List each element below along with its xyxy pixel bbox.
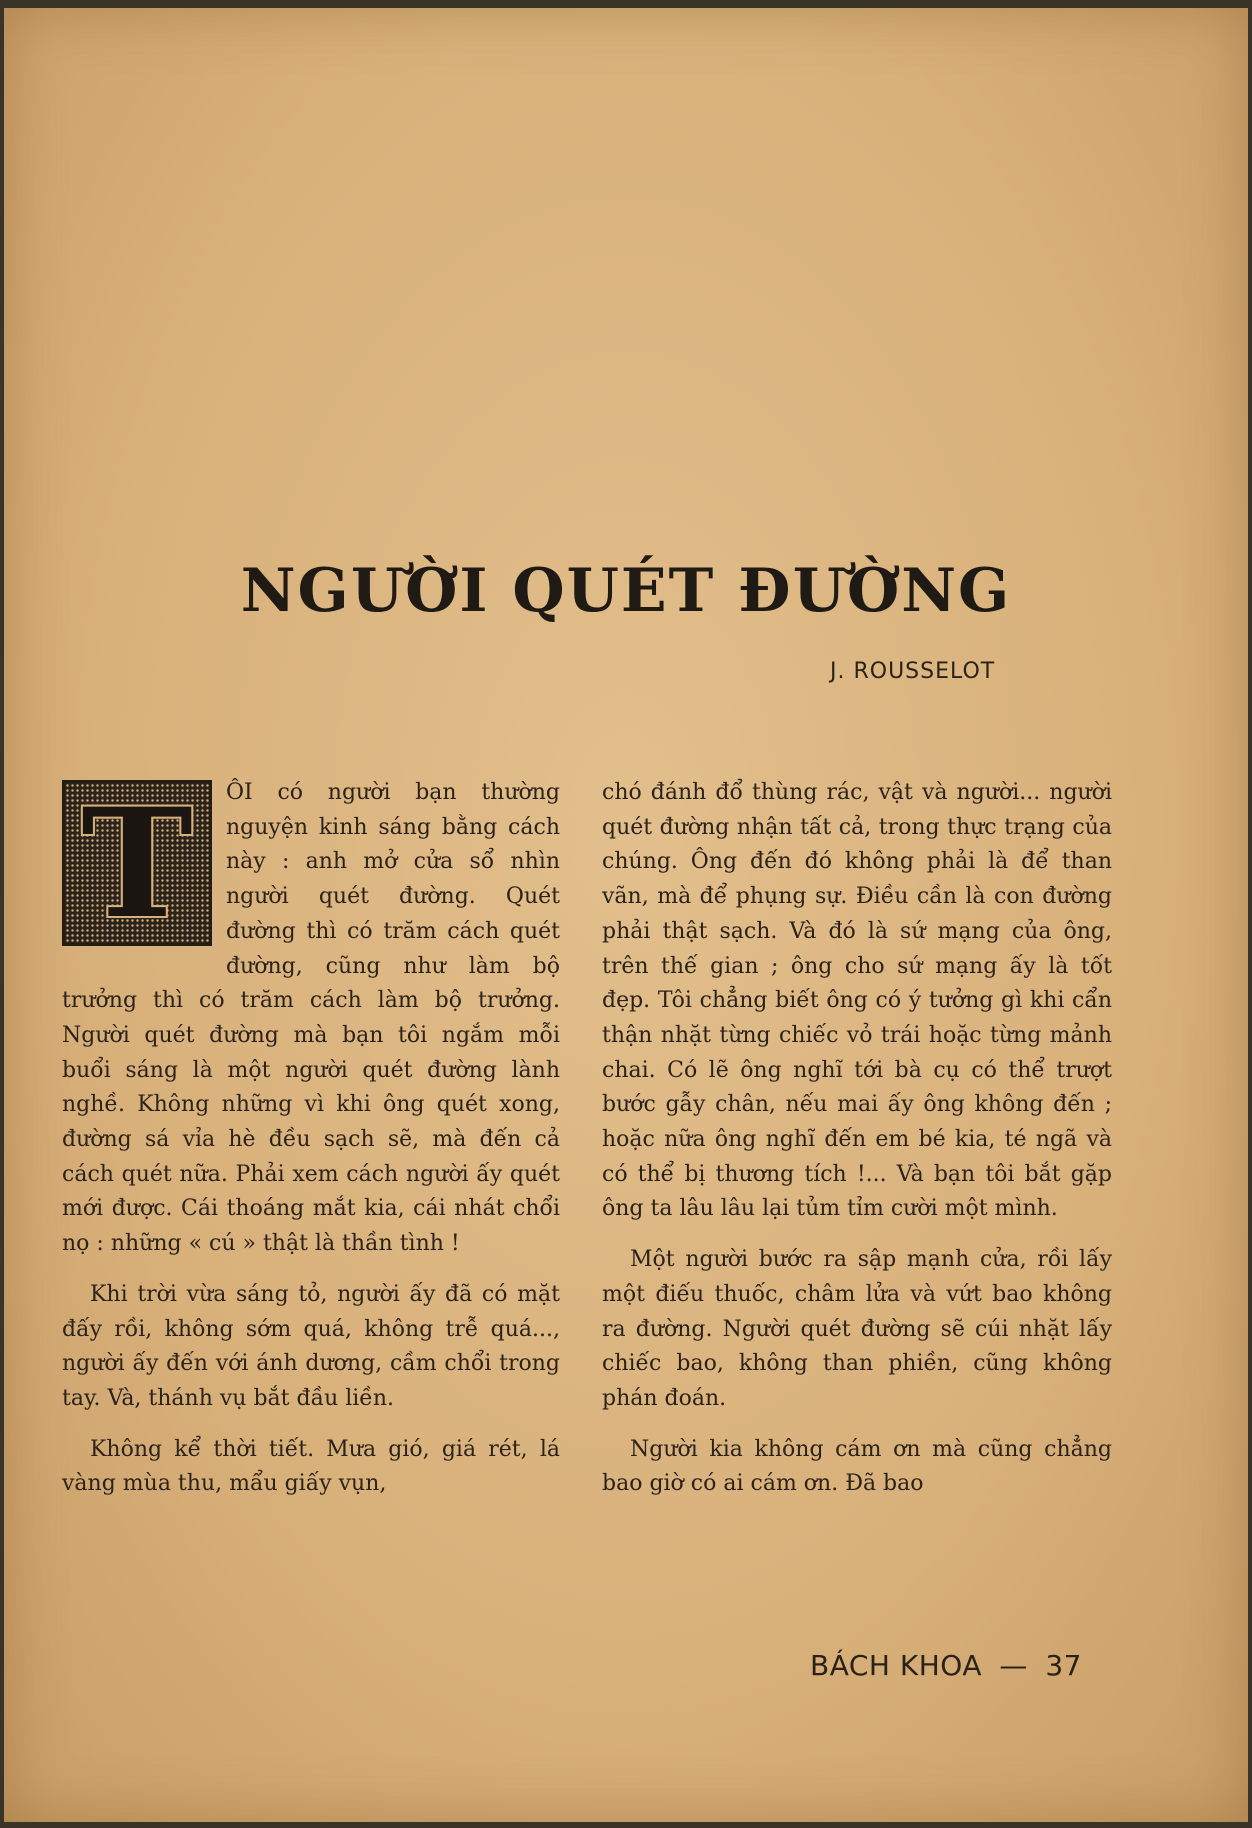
magazine-page: [4, 8, 1248, 1822]
paragraph: Khi trời vừa sáng tỏ, người ấy đã có mặt đấy rồi, không sớm quá, không trễ quá..., người ấy đến với ánh dương, cầm chổi trong tay. Và, thánh vụ bắt đầu liền.: [62, 1281, 560, 1411]
article-author: J. ROUSSELOT: [830, 659, 996, 684]
paragraph: Không kể thời tiết. Mưa gió, giá rét, lá vàng mùa thu, mẩu giấy vụn,: [62, 1436, 560, 1497]
paragraph: Một người bước ra sập mạnh cửa, rồi lấy một điếu thuốc, châm lửa và vứt bao không ra đường. Người quét đường sẽ cúi nhặt lấy chiếc bao, không than phiền, cũng không phán đoán.: [602, 1247, 1112, 1411]
paragraph: chó đánh đổ thùng rác, vật và người... người quét đường nhận tất cả, trong thực trạng của chúng. Ông đến đó không phải là để than vãn, mà để phụng sự. Điều cần là con đường phải thật sạch. Và đó là sứ mạng của ông, trên thế gian ; ông cho sứ mạng ấy là tốt đẹp. Tôi chẳng biết ông có ý tưởng gì khi cẩn thận nhặt từng chiếc vỏ trái hoặc từng mảnh chai. Có lẽ ông nghĩ tới bà cụ có thể trượt bước gẫy chân, nếu mai ấy ông không đến ; hoặc nữa ông nghĩ đến em bé kia, té ngã và có thể bị thương tích !... Và bạn tôi bắt gặp ông ta lâu lâu lại tủm tỉm cười một mình.: [602, 780, 1112, 1222]
paragraph: Người kia không cám ơn mà cũng chẳng bao giờ có ai cám ơn. Đã bao: [602, 1436, 1112, 1497]
paragraph: ÔI có người bạn thường nguyện kinh sáng bằng cách này : anh mở cửa sổ nhìn người quét đường. Quét đường thì có trăm cách quét đường, cũng như làm bộ trưởng thì có trăm cách làm bộ trưởng. Người quét đường mà bạn tôi ngắm mỗi buổi sáng là một người quét đường lành nghề. Không những vì khi ông quét xong, đường sá vỉa hè đều sạch sẽ, mà đến cả cách quét nữa. Phải xem cách người ấy quét mới được. Cái thoáng mắt kia, cái nhát chổi nọ : những « cú » thật là thần tình !: [62, 780, 560, 1257]
page-footer: [810, 1649, 1090, 1682]
footer-dash: —: [999, 1649, 1028, 1682]
magazine-name: BÁCH KHOA: [810, 1649, 982, 1682]
right-column: [602, 776, 1112, 1518]
left-column: [62, 776, 560, 1518]
page-number: 37: [1045, 1649, 1082, 1682]
article-title: NGƯỜI QUÉT ĐƯỜNG: [240, 556, 1012, 626]
drop-cap-letter: T: [81, 776, 193, 952]
drop-cap-ornament: [62, 776, 212, 952]
